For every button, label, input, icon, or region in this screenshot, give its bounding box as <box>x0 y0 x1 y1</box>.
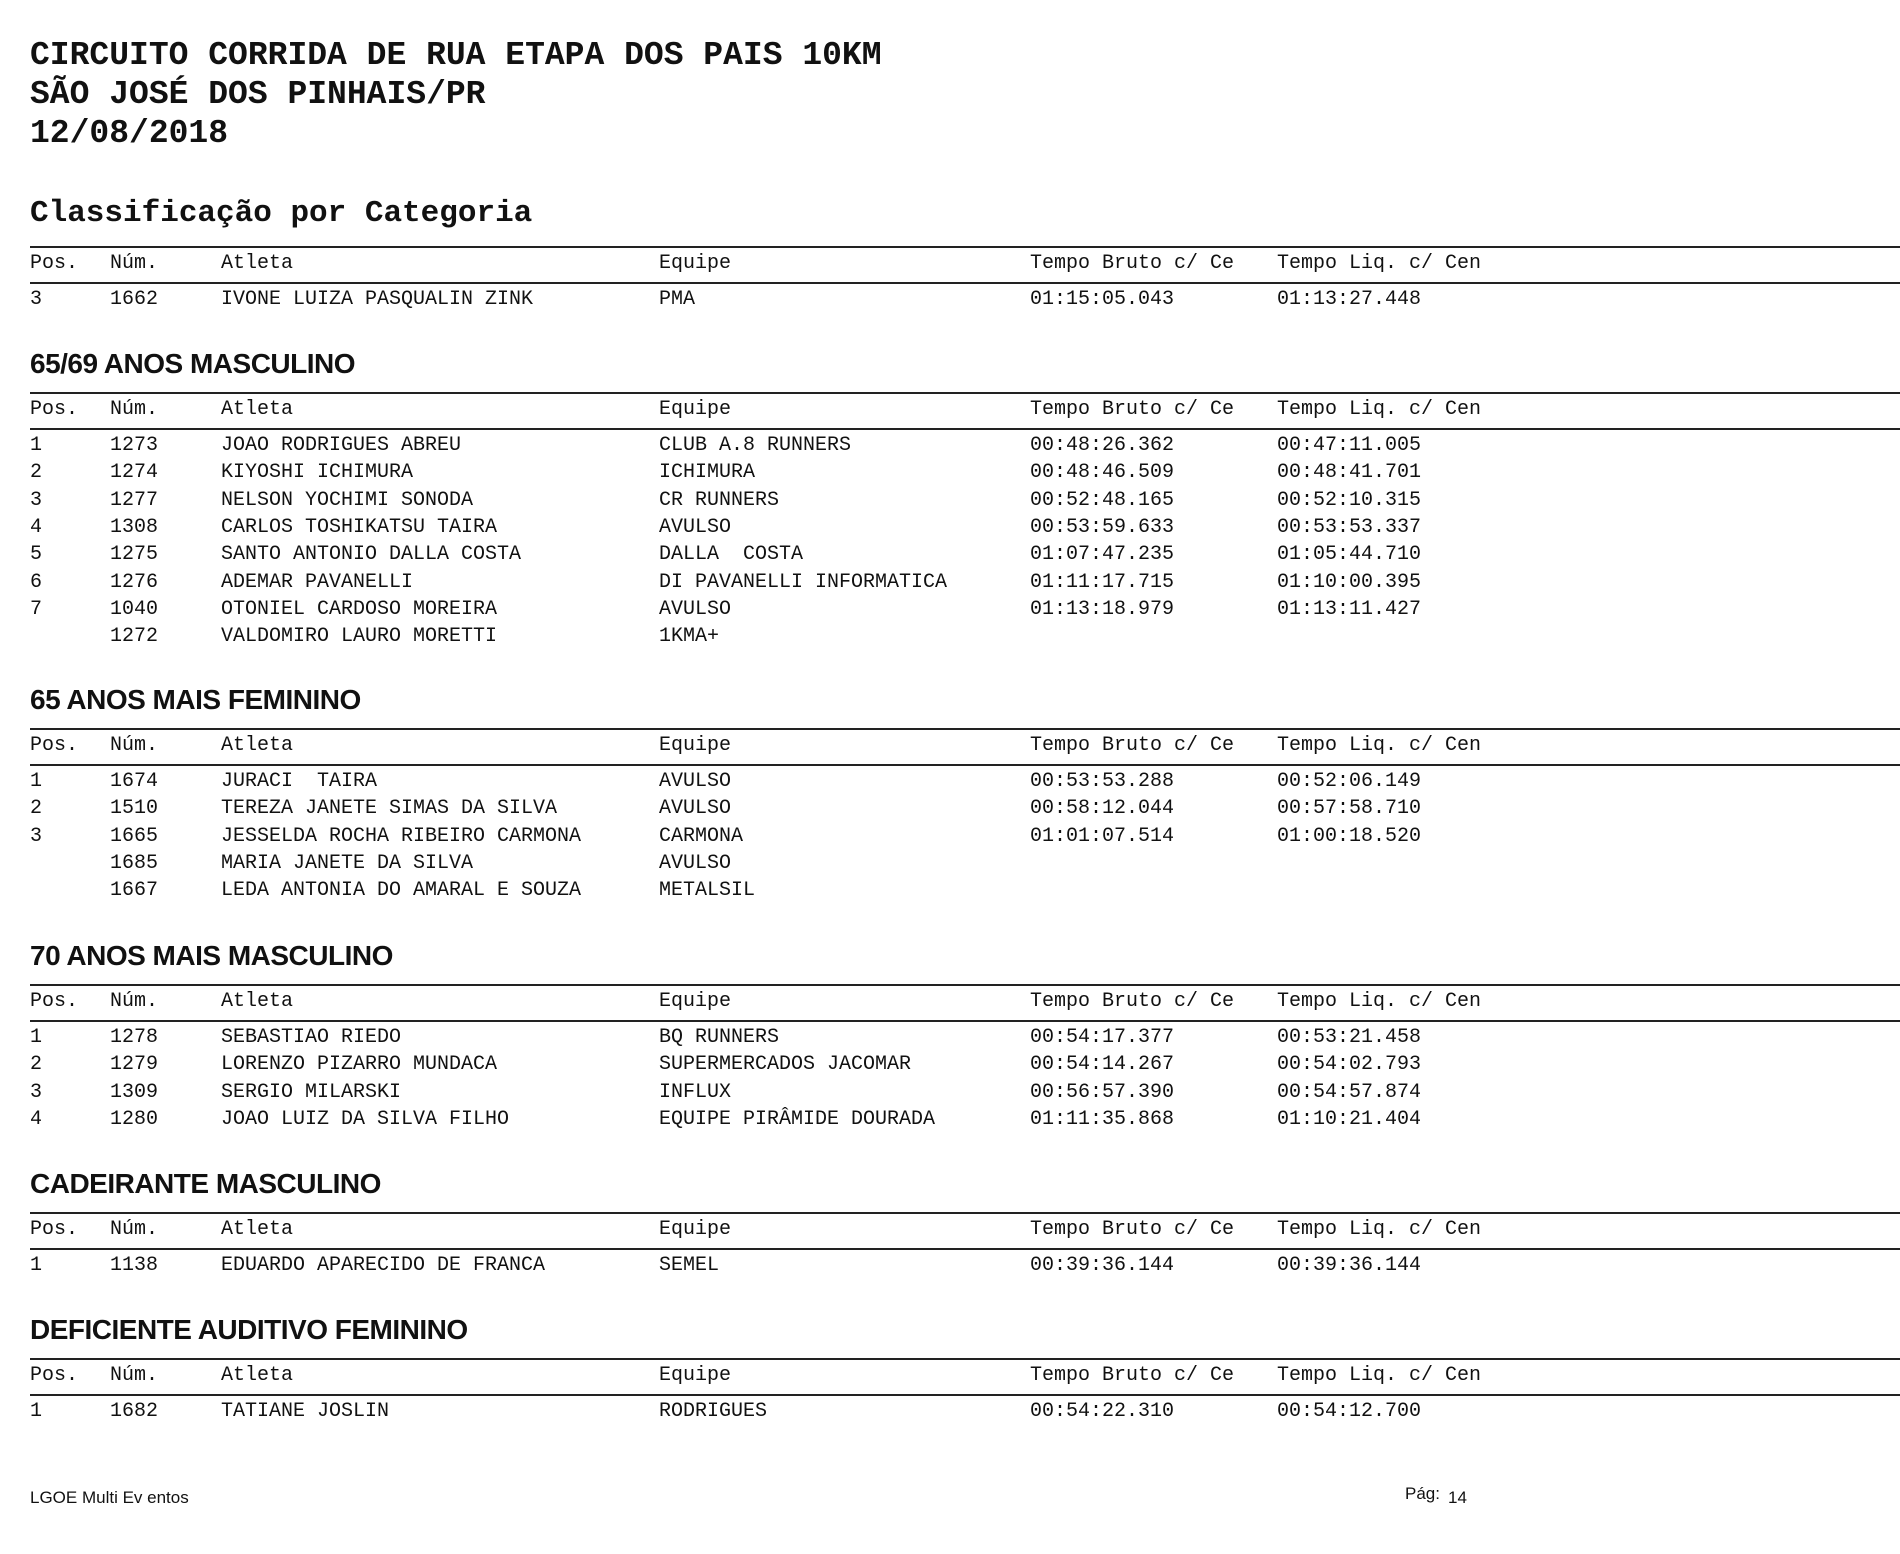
cell-tempo-bruto: 00:52:48.165 <box>1030 488 1175 512</box>
cell-equipe: CR RUNNERS <box>659 488 780 512</box>
table-row <box>0 1253 1900 1279</box>
column-header-tempo-bruto: Tempo Bruto c/ Ce <box>1030 734 1235 757</box>
table-row <box>0 1399 1900 1425</box>
cell-num: 1510 <box>110 797 159 821</box>
cell-pos: 3 <box>30 1080 43 1104</box>
cell-equipe: AVULSO <box>659 515 732 539</box>
cell-tempo-liq: 00:54:02.793 <box>1277 1053 1422 1077</box>
column-header-atleta: Atleta <box>221 734 294 757</box>
column-header-tempo-bruto: Tempo Bruto c/ Ce <box>1030 1218 1235 1241</box>
cell-tempo-bruto: 01:11:17.715 <box>1030 570 1175 594</box>
cell-num: 1280 <box>110 1107 159 1131</box>
cell-equipe: 1KMA+ <box>659 625 720 649</box>
cell-tempo-liq: 00:39:36.144 <box>1277 1254 1422 1277</box>
cell-tempo-liq: 01:13:11.427 <box>1277 597 1422 621</box>
table-row <box>0 769 1900 795</box>
cell-atleta: SANTO ANTONIO DALLA COSTA <box>221 543 522 567</box>
cell-tempo-liq: 00:57:58.710 <box>1277 797 1422 821</box>
column-header-row <box>0 251 1900 277</box>
cell-tempo-bruto: 00:39:36.144 <box>1030 1254 1175 1277</box>
cell-pos: 4 <box>30 1107 43 1131</box>
cell-atleta: EDUARDO APARECIDO DE FRANCA <box>221 1254 546 1277</box>
table-row <box>0 460 1900 486</box>
cell-tempo-bruto: 01:01:07.514 <box>1030 824 1175 848</box>
cell-equipe: AVULSO <box>659 797 732 821</box>
column-header-tempo-bruto: Tempo Bruto c/ Ce <box>1030 252 1235 275</box>
column-header-tempo-liq: Tempo Liq. c/ Cen <box>1277 252 1482 275</box>
cell-tempo-bruto: 00:48:26.362 <box>1030 434 1175 457</box>
table-row <box>0 287 1900 313</box>
cell-num: 1662 <box>110 288 159 311</box>
cell-pos: 5 <box>30 543 43 567</box>
page-label: Pág: <box>1405 1484 1440 1503</box>
cell-tempo-liq: 00:53:53.337 <box>1277 515 1422 539</box>
cell-equipe: AVULSO <box>659 770 732 793</box>
cell-tempo-bruto: 01:11:35.868 <box>1030 1107 1175 1131</box>
cell-pos: 7 <box>30 597 43 621</box>
cell-num: 1277 <box>110 488 159 512</box>
column-header-atleta: Atleta <box>221 1364 294 1387</box>
cell-tempo-bruto: 00:48:46.509 <box>1030 461 1175 485</box>
cell-tempo-liq: 00:52:06.149 <box>1277 770 1422 793</box>
column-header-pos: Pos. <box>30 398 79 421</box>
table-row <box>0 433 1900 459</box>
cell-tempo-bruto: 00:53:53.288 <box>1030 770 1175 793</box>
header-rule-bottom <box>30 1248 1900 1250</box>
cell-num: 1309 <box>110 1080 159 1104</box>
cell-equipe: SUPERMERCADOS JACOMAR <box>659 1053 912 1077</box>
header-rule-bottom <box>30 428 1900 430</box>
cell-atleta: ADEMAR PAVANELLI <box>221 570 414 594</box>
cell-num: 1665 <box>110 824 159 848</box>
table-row <box>0 570 1900 596</box>
category-title: 70 ANOS MAIS MASCULINO <box>30 940 393 971</box>
column-header-tempo-liq: Tempo Liq. c/ Cen <box>1277 1364 1482 1387</box>
cell-pos: 4 <box>30 515 43 539</box>
category-title: 65/69 ANOS MASCULINO <box>30 348 356 379</box>
category-title: DEFICIENTE AUDITIVO FEMININO <box>30 1314 468 1345</box>
column-header-atleta: Atleta <box>221 1218 294 1241</box>
cell-tempo-liq: 00:54:57.874 <box>1277 1080 1422 1104</box>
column-header-atleta: Atleta <box>221 990 294 1013</box>
column-header-tempo-liq: Tempo Liq. c/ Cen <box>1277 1218 1482 1241</box>
event-title: CIRCUITO CORRIDA DE RUA ETAPA DOS PAIS 10KM <box>30 37 882 74</box>
cell-equipe: CLUB A.8 RUNNERS <box>659 434 852 457</box>
cell-pos: 2 <box>30 797 43 821</box>
table-row <box>0 1025 1900 1051</box>
cell-equipe: EQUIPE PIRÂMIDE DOURADA <box>659 1107 936 1131</box>
cell-atleta: JOAO LUIZ DA SILVA FILHO <box>221 1107 510 1131</box>
cell-atleta: JESSELDA ROCHA RIBEIRO CARMONA <box>221 824 582 848</box>
cell-tempo-bruto: 00:54:14.267 <box>1030 1053 1175 1077</box>
cell-num: 1273 <box>110 434 159 457</box>
cell-tempo-liq: 00:47:11.005 <box>1277 434 1422 457</box>
cell-pos: 2 <box>30 1053 43 1077</box>
cell-atleta: VALDOMIRO LAURO MORETTI <box>221 625 498 649</box>
column-header-atleta: Atleta <box>221 398 294 421</box>
cell-pos: 2 <box>30 461 43 485</box>
cell-tempo-bruto: 01:13:18.979 <box>1030 597 1175 621</box>
cell-atleta: LORENZO PIZARRO MUNDACA <box>221 1053 498 1077</box>
cell-pos: 1 <box>30 1254 43 1277</box>
cell-num: 1275 <box>110 543 159 567</box>
event-location: SÃO JOSÉ DOS PINHAIS/PR <box>30 76 486 113</box>
cell-num: 1274 <box>110 461 159 485</box>
cell-pos: 6 <box>30 570 43 594</box>
cell-atleta: KIYOSHI ICHIMURA <box>221 461 414 485</box>
cell-atleta: CARLOS TOSHIKATSU TAIRA <box>221 515 498 539</box>
cell-num: 1674 <box>110 770 159 793</box>
document-header <box>30 36 882 153</box>
header-rule-top <box>30 728 1900 730</box>
column-header-pos: Pos. <box>30 734 79 757</box>
header-rule-bottom <box>30 282 1900 284</box>
column-header-tempo-bruto: Tempo Bruto c/ Ce <box>1030 990 1235 1013</box>
cell-tempo-liq: 01:10:21.404 <box>1277 1107 1422 1131</box>
cell-equipe: SEMEL <box>659 1254 720 1277</box>
cell-tempo-bruto: 00:54:17.377 <box>1030 1026 1175 1049</box>
cell-pos: 3 <box>30 488 43 512</box>
cell-tempo-bruto: 01:15:05.043 <box>1030 288 1175 311</box>
table-row <box>0 878 1900 904</box>
cell-tempo-liq: 01:13:27.448 <box>1277 288 1422 311</box>
cell-num: 1040 <box>110 597 159 621</box>
cell-pos: 1 <box>30 1026 43 1049</box>
cell-pos: 3 <box>30 288 43 311</box>
cell-atleta: JURACI TAIRA <box>221 770 378 793</box>
cell-equipe: DALLA COSTA <box>659 543 804 567</box>
column-header-row <box>0 1217 1900 1243</box>
cell-equipe: ICHIMURA <box>659 461 756 485</box>
cell-atleta: LEDA ANTONIA DO AMARAL E SOUZA <box>221 879 582 903</box>
column-header-row <box>0 1363 1900 1389</box>
column-header-atleta: Atleta <box>221 252 294 275</box>
header-rule-top <box>30 1212 1900 1214</box>
cell-tempo-bruto: 00:53:59.633 <box>1030 515 1175 539</box>
cell-num: 1278 <box>110 1026 159 1049</box>
table-row <box>0 824 1900 850</box>
footer-company: LGOE Multi Ev entos <box>30 1488 189 1507</box>
category-title: 65 ANOS MAIS FEMININO <box>30 684 361 715</box>
column-header-pos: Pos. <box>30 1218 79 1241</box>
cell-tempo-liq: 00:52:10.315 <box>1277 488 1422 512</box>
cell-equipe: PMA <box>659 288 696 311</box>
cell-num: 1138 <box>110 1254 159 1277</box>
cell-equipe: CARMONA <box>659 824 744 848</box>
column-header-num: Núm. <box>110 734 159 757</box>
table-row <box>0 624 1900 650</box>
column-header-equipe: Equipe <box>659 252 732 275</box>
cell-tempo-bruto: 00:58:12.044 <box>1030 797 1175 821</box>
column-header-equipe: Equipe <box>659 1364 732 1387</box>
cell-atleta: TATIANE JOSLIN <box>221 1400 390 1423</box>
cell-equipe: RODRIGUES <box>659 1400 768 1423</box>
header-rule-top <box>30 1358 1900 1360</box>
event-date: 12/08/2018 <box>30 115 229 152</box>
table-row <box>0 1052 1900 1078</box>
column-header-tempo-liq: Tempo Liq. c/ Cen <box>1277 990 1482 1013</box>
cell-atleta: NELSON YOCHIMI SONODA <box>221 488 474 512</box>
cell-num: 1272 <box>110 625 159 649</box>
header-rule-top <box>30 984 1900 986</box>
category-title: CADEIRANTE MASCULINO <box>30 1168 381 1199</box>
column-header-num: Núm. <box>110 398 159 421</box>
column-header-equipe: Equipe <box>659 1218 732 1241</box>
column-header-row <box>0 397 1900 423</box>
table-row <box>0 1107 1900 1133</box>
column-header-num: Núm. <box>110 1218 159 1241</box>
column-header-num: Núm. <box>110 990 159 1013</box>
cell-num: 1685 <box>110 851 159 875</box>
cell-atleta: MARIA JANETE DA SILVA <box>221 851 474 875</box>
header-rule-top <box>30 246 1900 248</box>
table-row <box>0 851 1900 877</box>
column-header-pos: Pos. <box>30 1364 79 1387</box>
table-row <box>0 796 1900 822</box>
cell-tempo-liq: 00:48:41.701 <box>1277 461 1422 485</box>
cell-atleta: IVONE LUIZA PASQUALIN ZINK <box>221 288 534 311</box>
cell-atleta: JOAO RODRIGUES ABREU <box>221 434 462 457</box>
table-row <box>0 488 1900 514</box>
cell-tempo-liq: 00:53:21.458 <box>1277 1026 1422 1049</box>
column-header-tempo-bruto: Tempo Bruto c/ Ce <box>1030 1364 1235 1387</box>
page-number: 14 <box>1447 1488 1467 1507</box>
cell-atleta: SERGIO MILARSKI <box>221 1080 402 1104</box>
cell-equipe: DI PAVANELLI INFORMATICA <box>659 570 948 594</box>
cell-tempo-liq: 00:54:12.700 <box>1277 1400 1422 1423</box>
cell-equipe: AVULSO <box>659 851 732 875</box>
cell-atleta: SEBASTIAO RIEDO <box>221 1026 402 1049</box>
header-rule-bottom <box>30 1020 1900 1022</box>
column-header-equipe: Equipe <box>659 734 732 757</box>
cell-num: 1682 <box>110 1400 159 1423</box>
cell-tempo-liq: 01:00:18.520 <box>1277 824 1422 848</box>
report-title: Classificação por Categoria <box>30 196 533 231</box>
column-header-pos: Pos. <box>30 252 79 275</box>
cell-equipe: METALSIL <box>659 879 756 903</box>
table-row <box>0 597 1900 623</box>
column-header-pos: Pos. <box>30 990 79 1013</box>
cell-pos: 1 <box>30 1400 43 1423</box>
table-row <box>0 542 1900 568</box>
column-header-equipe: Equipe <box>659 398 732 421</box>
cell-num: 1279 <box>110 1053 159 1077</box>
cell-pos: 1 <box>30 770 43 793</box>
cell-num: 1276 <box>110 570 159 594</box>
table-row <box>0 1080 1900 1106</box>
column-header-tempo-liq: Tempo Liq. c/ Cen <box>1277 398 1482 421</box>
header-rule-top <box>30 392 1900 394</box>
table-row <box>0 515 1900 541</box>
column-header-num: Núm. <box>110 1364 159 1387</box>
cell-tempo-bruto: 01:07:47.235 <box>1030 543 1175 567</box>
column-header-num: Núm. <box>110 252 159 275</box>
column-header-tempo-liq: Tempo Liq. c/ Cen <box>1277 734 1482 757</box>
footer-page <box>1405 1484 1467 1507</box>
cell-equipe: BQ RUNNERS <box>659 1026 780 1049</box>
cell-tempo-bruto: 00:56:57.390 <box>1030 1080 1175 1104</box>
cell-tempo-liq: 01:05:44.710 <box>1277 543 1422 567</box>
cell-num: 1308 <box>110 515 159 539</box>
cell-atleta: OTONIEL CARDOSO MOREIRA <box>221 597 498 621</box>
cell-atleta: TEREZA JANETE SIMAS DA SILVA <box>221 797 558 821</box>
header-rule-bottom <box>30 764 1900 766</box>
column-header-row <box>0 989 1900 1015</box>
column-header-row <box>0 733 1900 759</box>
cell-num: 1667 <box>110 879 159 903</box>
cell-pos: 3 <box>30 824 43 848</box>
header-rule-bottom <box>30 1394 1900 1396</box>
cell-equipe: INFLUX <box>659 1080 732 1104</box>
cell-tempo-liq: 01:10:00.395 <box>1277 570 1422 594</box>
column-header-equipe: Equipe <box>659 990 732 1013</box>
cell-equipe: AVULSO <box>659 597 732 621</box>
cell-pos: 1 <box>30 434 43 457</box>
cell-tempo-bruto: 00:54:22.310 <box>1030 1400 1175 1423</box>
column-header-tempo-bruto: Tempo Bruto c/ Ce <box>1030 398 1235 421</box>
